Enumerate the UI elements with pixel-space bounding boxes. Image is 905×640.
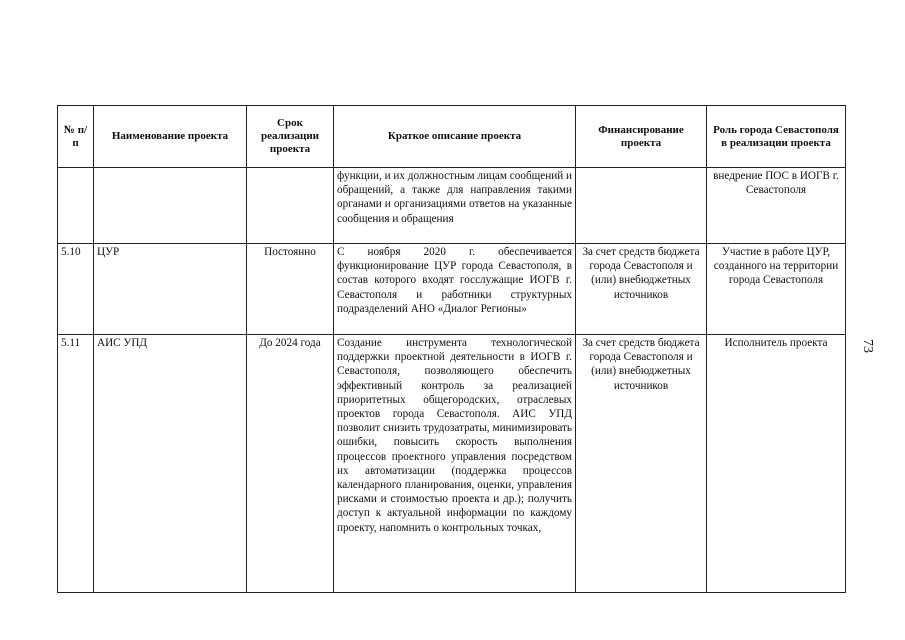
header-finance: Финансирование проекта	[576, 106, 707, 168]
row-num: 5.11	[58, 335, 94, 593]
row-name	[94, 168, 247, 244]
table-header-row	[58, 106, 846, 168]
row-num	[58, 168, 94, 244]
row-role: Участие в работе ЦУР, созданного на территории города Севастополя	[707, 244, 846, 335]
row-finance: За счет средств бюджета города Севастополя и (или) внебюджетных источников	[576, 244, 707, 335]
row-finance: За счет средств бюджета города Севастополя и (или) внебюджетных источников	[576, 335, 707, 593]
row-desc: Создание инструмента технологической поддержки проектной деятельности в ИОГВ г. Севастополя, позволяющего обеспечить эффективный контроль за реализацией приоритетных общегородских, отраслевых проектов города Севастополя. АИС УПД позволит снизить трудозатраты, минимизировать ошибки, повысить скорость выполнения процессов проектного управления посредством их автоматизации (поддержка процессов календарного планирования, оценки, управления рисками и стоимостью проекта и др.); получить доступ к актуальной информации по каждому проекту, напомнить о контрольных точках,	[334, 335, 576, 593]
row-term	[247, 168, 334, 244]
page-number: 73	[860, 339, 875, 353]
header-desc: Краткое описание проекта	[334, 106, 576, 168]
header-name: Наименование проекта	[94, 106, 247, 168]
row-name: ЦУР	[94, 244, 247, 335]
row-name: АИС УПД	[94, 335, 247, 593]
row-term: Постоянно	[247, 244, 334, 335]
header-term: Срок реализации проекта	[247, 106, 334, 168]
row-term: До 2024 года	[247, 335, 334, 593]
projects-table	[57, 105, 846, 593]
table-row	[58, 168, 846, 244]
header-role: Роль города Севастополя в реализации проекта	[707, 106, 846, 168]
row-desc: функции, и их должностным лицам сообщений и обращений, а также для направления такими органами и организациями ответов на указанные сообщения и обращения	[334, 168, 576, 244]
row-num: 5.10	[58, 244, 94, 335]
table-row	[58, 335, 846, 593]
row-finance	[576, 168, 707, 244]
table-row	[58, 244, 846, 335]
header-num: № п/п	[58, 106, 94, 168]
row-desc: С ноября 2020 г. обеспечивается функционирование ЦУР города Севастополя, в состав которого входят госслужащие ИОГВ г. Севастополя и работники структурных подразделений АНО «Диалог Регионы»	[334, 244, 576, 335]
row-role: Исполнитель проекта	[707, 335, 846, 593]
row-role: внедрение ПОС в ИОГВ г. Севастополя	[707, 168, 846, 244]
